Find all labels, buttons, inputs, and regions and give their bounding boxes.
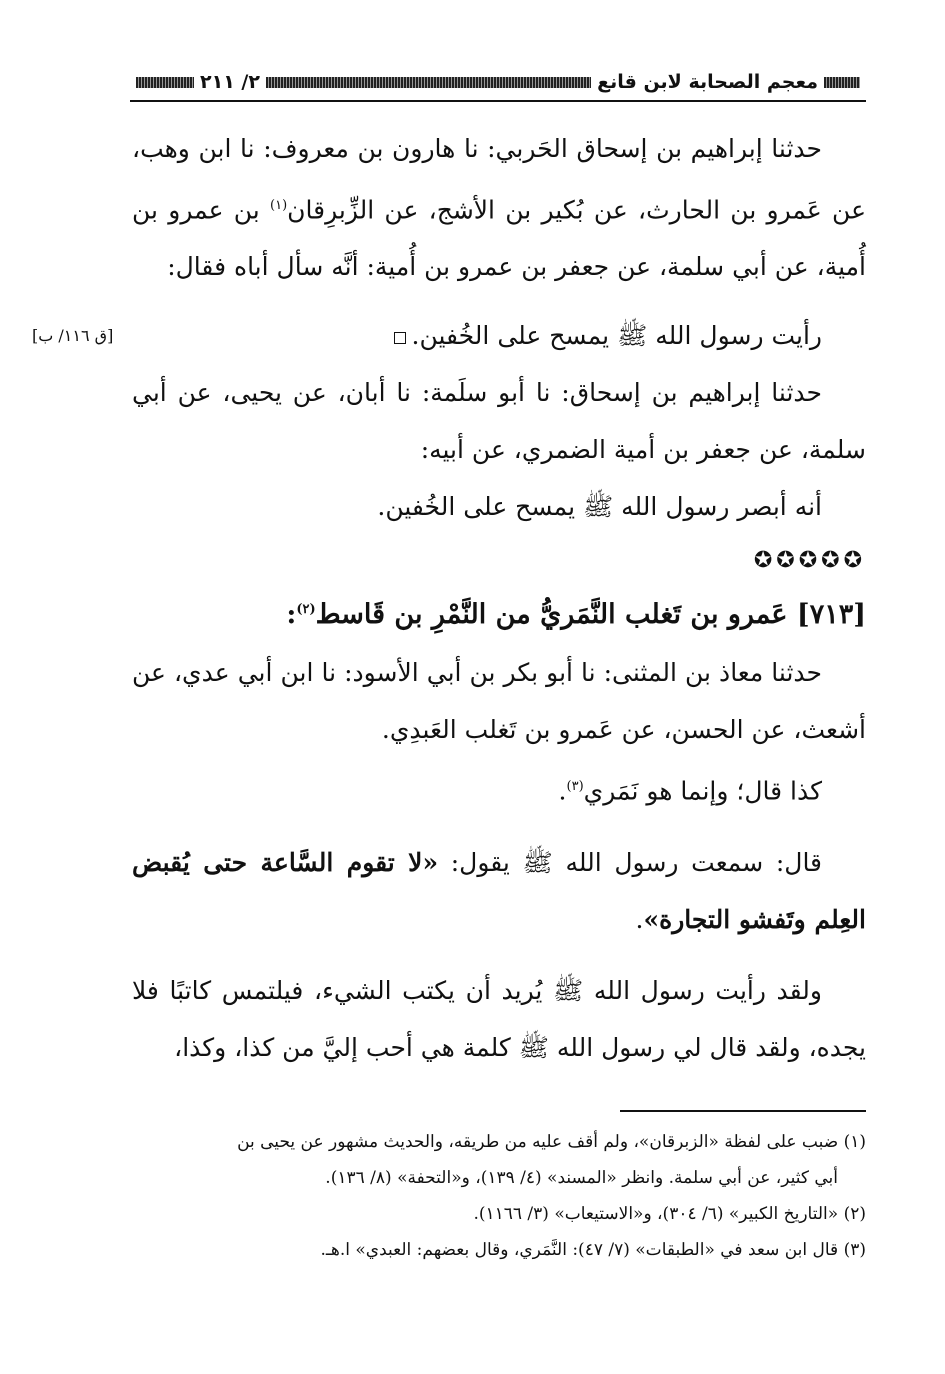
paragraph-4: أنه أبصر رسول الله ﷺ يمسح على الخُفين. [377,492,822,522]
paragraph-1-text: حدثنا إبراهيم بن إسحاق الحَربي: نا هارون بن معروف: نا ابن وهب، عن عَمرو بن الحارث، عن بُكير بن الأشج، عن الزِّبرِقان [132,134,866,225]
main-text [32,120,866,1076]
paragraph-1 [132,120,866,295]
paragraph-6 [132,758,866,819]
header-title: معجم الصحابة لابن قانع [597,71,818,93]
running-header [130,66,866,98]
paragraph-6-end: . [558,776,567,806]
section-separator: ✪✪✪✪✪ [753,548,866,574]
footnotes [132,1124,866,1268]
paragraph-6-text: كذا قال؛ وإنما هو نَمَري [583,776,822,806]
entry-heading-text: [٧١٣] عَمرو بن تَغلب النَّمَريُّ من النَّمْرِ بن قَاسط [315,599,866,631]
header-rule [130,100,866,102]
footnote-1-continuation: أبي كثير، عن أبي سلمة. وانظر «المسند» (٤/ ١٣٩)، و«التحفة» (٨/ ١٣٦). [325,1168,838,1188]
end-mark-icon [394,332,406,344]
paragraph-7-end: . [635,904,644,934]
footnote-rule [620,1110,866,1112]
header-ornament-bar [266,77,591,88]
paragraph-5: حدثنا معاذ بن المثنى: نا أبو بكر بن أبي الأسود: نا ابن أبي عدي، عن أشعث، عن الحسن، عن عَمرو بن تَغلب العَبدِي. [132,658,866,745]
manuscript-folio-note: [ق ١١٦/ ب] [32,326,114,346]
header-ornament-bar [136,77,194,88]
footnote-3: (٣) قال ابن سعد في «الطبقات» (٧/ ٤٧): النَّمَري، وقال بعضهم: العبدي» ا.هـ. [320,1240,866,1260]
paragraph-7 [132,834,866,948]
paragraph-1-rest: بن عمرو بن أُمية، عن أبي سلمة، عن جعفر بن عمرو بن أُمية: أنَّه سأل أباه فقال: [132,195,866,282]
paragraph-3: حدثنا إبراهيم بن إسحاق: نا أبو سلَمة: نا أبان، عن يحيى، عن أبي سلمة، عن جعفر بن أمية الضمري، عن أبيه: [132,378,866,465]
paragraph-2-text: رأيت رسول الله ﷺ يمسح على الخُفين. [411,321,822,351]
footnote-2: (٢) «التاريخ الكبير» (٦/ ٣٠٤)، و«الاستيعاب» (٣/ ١١٦٦). [473,1204,866,1224]
paragraph-8: ولقد رأيت رسول الله ﷺ يُريد أن يكتب الشيء، فيلتمس كاتبًا فلا يجده، ولقد قال لي رسول الله ﷺ كلمة هي أحب إليَّ من كذا، وكذا، [132,975,866,1062]
footnote-1: (١) ضبب على لفظة «الزبرقان»، ولم أقف عليه من طريقه، والحديث مشهور عن يحيى بن [237,1132,866,1152]
footnote-ref-3: (٣) [566,779,584,795]
header-page-number: ٢/ ٢١١ [200,71,260,93]
entry-heading-colon: : [286,599,297,631]
paragraph-7-text: قال: سمعت رسول الله ﷺ يقول: [438,847,823,877]
header-ornament-bar [824,77,860,88]
footnote-ref-1: (١) [270,198,288,213]
footnote-ref-2: (٢) [296,602,316,618]
paragraph-2 [32,307,866,364]
hadith-quote: «لا تقوم السَّاعة حتى يُقبض العِلم وتَفشو التجارة» [132,847,866,934]
entry-heading [132,581,866,644]
